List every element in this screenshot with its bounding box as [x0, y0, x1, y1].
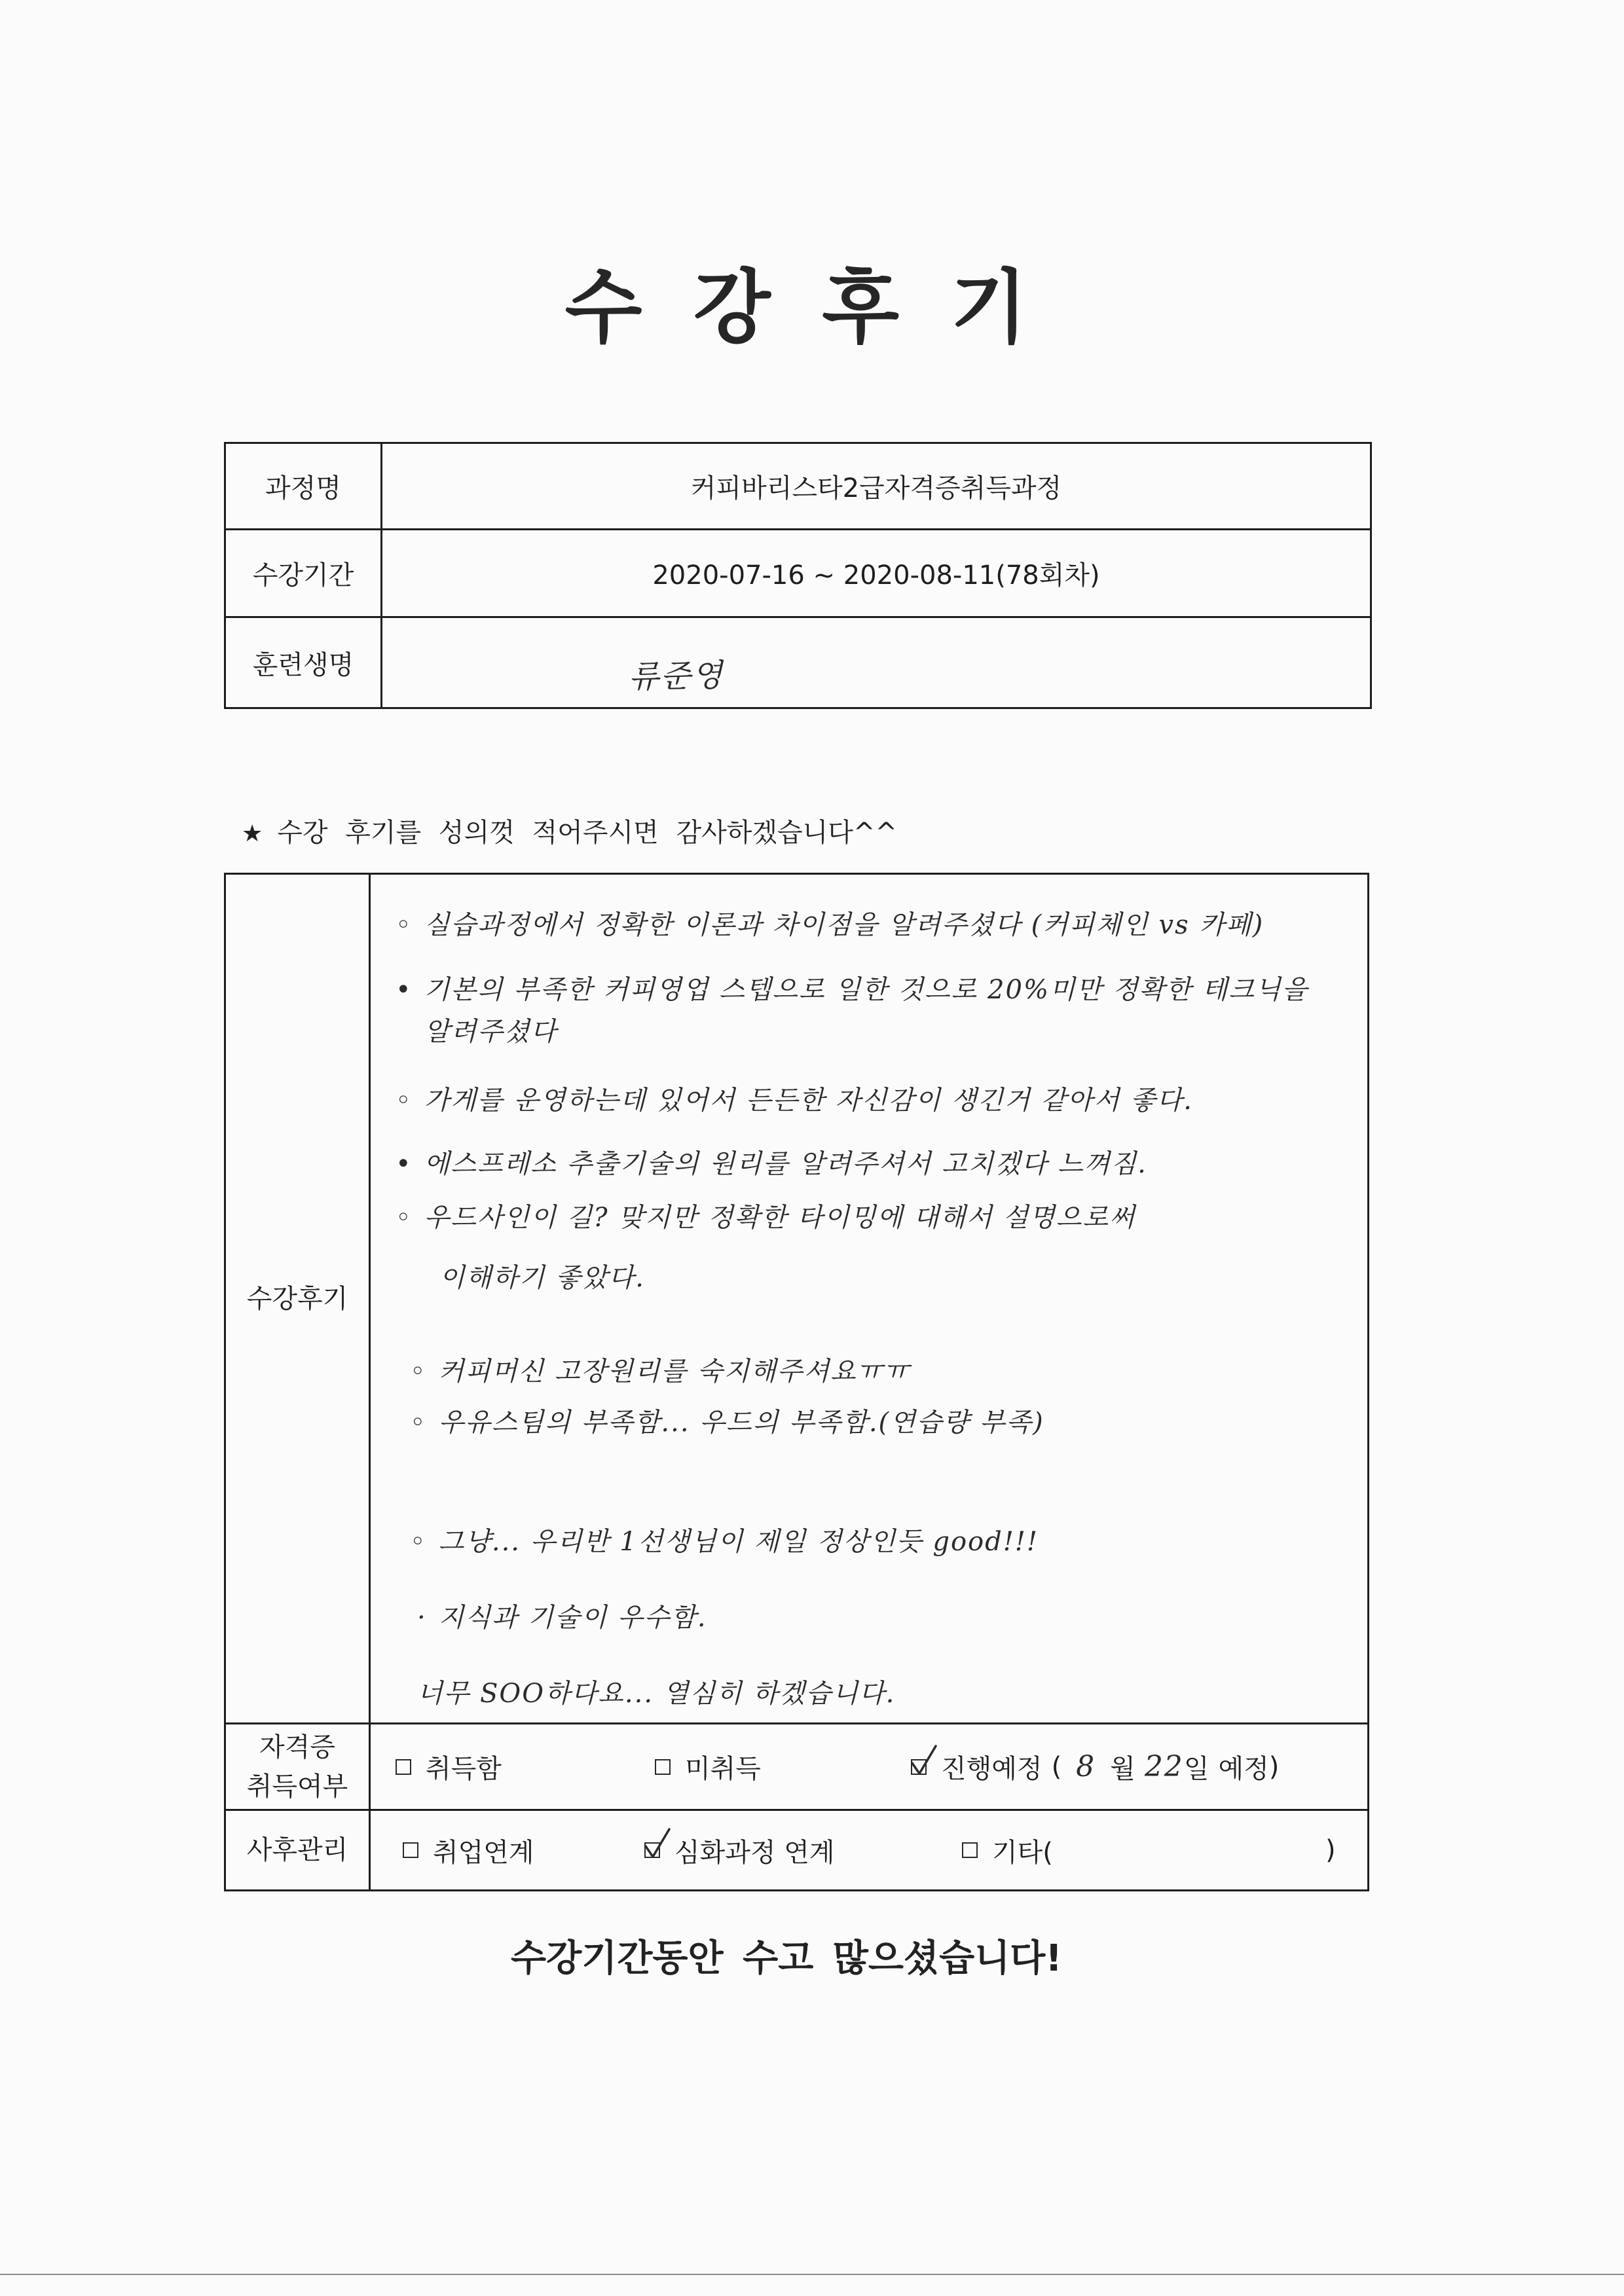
- review-line-text: 실습과정에서 정확한 이론과 차이점을 알려주셨다 (커피체인 vs 카페): [424, 910, 1264, 940]
- option-advanced-course: [644, 1811, 835, 1889]
- checkbox-icon: [644, 1842, 660, 1858]
- certification-label-line1: 자격증: [259, 1732, 335, 1762]
- checkbox-icon: [911, 1759, 927, 1775]
- review-line: [417, 1601, 707, 1634]
- review-row: [226, 875, 1367, 1724]
- review-line: [396, 974, 1308, 1006]
- review-table: [224, 873, 1369, 1891]
- checkbox-icon: [962, 1842, 978, 1858]
- review-line: [396, 909, 1264, 941]
- certification-row: [226, 1724, 1367, 1811]
- bullet-mark: •: [396, 975, 413, 1005]
- notice-line: [242, 816, 897, 851]
- review-line-text: 이해하기 좋았다.: [439, 1263, 645, 1293]
- planned-month-unit: 월: [1110, 1754, 1135, 1784]
- option-label: 취득함: [426, 1754, 502, 1784]
- handwritten-check-icon: [643, 1827, 672, 1861]
- checkbox-icon: [655, 1759, 671, 1775]
- course-period-label: 수강기간: [226, 530, 382, 616]
- review-label: [226, 875, 371, 1722]
- bullet-mark: ◦: [396, 1203, 413, 1233]
- review-line-text: 커피머신 고장원리를 숙지해주셔요ㅠㅠ: [438, 1357, 910, 1387]
- course-name-value: 커피바리스타2급자격증취득과정: [690, 473, 1062, 503]
- follow-up-label-text: 사후관리: [246, 1835, 348, 1865]
- review-line-text: 알려주셨다: [424, 1017, 558, 1047]
- review-line-text: 너무 SOO하다요... 열심히 하겠습니다.: [417, 1679, 896, 1709]
- bullet-mark: ◦: [410, 1408, 427, 1438]
- bullet-mark: ◦: [396, 910, 413, 940]
- planned-close-paren: ): [1268, 1751, 1280, 1782]
- certification-options: [371, 1724, 1367, 1809]
- certification-label: [226, 1724, 371, 1809]
- checkbox-icon: [403, 1842, 418, 1858]
- review-line: [396, 1148, 1147, 1180]
- closing-message: 수강기간동안 수고 많으셨습니다!: [511, 1937, 1062, 1980]
- star-icon: ★: [242, 820, 263, 847]
- review-line-text: 우드사인이 길? 맞지만 정확한 타이밍에 대해서 설명으로써: [424, 1203, 1136, 1233]
- bullet-mark: ·: [417, 1603, 427, 1633]
- review-line-text: 가게를 운영하는데 있어서 든든한 자신감이 생긴거 같아서 좋다.: [424, 1085, 1193, 1116]
- scan-edge-line: [0, 2274, 1624, 2275]
- planned-note: 예정: [1218, 1754, 1269, 1784]
- review-line-text: 지식과 기술이 우수함.: [438, 1603, 707, 1633]
- notice-text: 수강 후기를 성의껏 적어주시면 감사하겠습니다^^: [277, 818, 897, 848]
- option-acquired: [396, 1724, 502, 1809]
- review-line: [424, 1015, 557, 1048]
- certification-label-line2: 취득여부: [246, 1771, 348, 1802]
- course-name-row: [226, 444, 1370, 530]
- review-line: [410, 1355, 910, 1388]
- option-job-link: [403, 1811, 534, 1889]
- review-line: [410, 1525, 1039, 1558]
- planned-day-unit: 일: [1183, 1754, 1209, 1784]
- planned-open-paren: (: [1051, 1751, 1062, 1782]
- handwritten-check-icon: [910, 1743, 938, 1777]
- course-period-row: [226, 530, 1370, 618]
- review-line-text: 우유스팀의 부족함... 우드의 부족함.(연습량 부족): [438, 1408, 1044, 1438]
- follow-up-row: [226, 1811, 1367, 1889]
- planned-day-handwritten: 22: [1144, 1750, 1184, 1783]
- review-label-text: 수강후기: [246, 1283, 348, 1314]
- option-in-progress: [911, 1724, 1279, 1809]
- course-period-value: 2020-07-16 ~ 2020-08-11(78회차): [652, 560, 1100, 591]
- course-name-label: 과정명: [226, 444, 382, 528]
- checkbox-icon: [396, 1759, 411, 1775]
- bullet-mark: •: [396, 1149, 413, 1179]
- document-title: 수 강 후 기: [564, 261, 1040, 354]
- option-label: 미취득: [685, 1754, 761, 1784]
- trainee-name-label: 훈련생명: [226, 618, 382, 707]
- trainee-name-cell: [382, 618, 1370, 707]
- option-label: 기타(: [992, 1837, 1053, 1868]
- review-line: [439, 1262, 645, 1294]
- follow-up-label: [226, 1811, 371, 1889]
- trainee-name-row: [226, 618, 1370, 707]
- option-not-acquired: [655, 1724, 761, 1809]
- bullet-mark: ◦: [410, 1527, 427, 1557]
- planned-month-handwritten: 8: [1076, 1750, 1096, 1783]
- course-info-table: [224, 442, 1372, 709]
- trainee-name-handwritten: 류준영: [628, 657, 724, 696]
- review-line: [396, 1084, 1193, 1117]
- review-line: [410, 1406, 1044, 1439]
- other-close-paren: ): [1325, 1835, 1336, 1865]
- review-content: [371, 875, 1367, 1722]
- review-line-text: 에스프레소 추출기술의 원리를 알려주셔서 고치겠다 느껴짐.: [424, 1149, 1147, 1179]
- review-line-text: 기본의 부족한 커피영업 스텝으로 일한 것으로 20%미만 정확한 테크닉을: [424, 975, 1309, 1005]
- bullet-mark: ◦: [396, 1085, 413, 1116]
- review-line: [417, 1677, 895, 1710]
- review-line: [396, 1201, 1136, 1234]
- follow-up-options: [371, 1811, 1367, 1889]
- bullet-mark: ◦: [410, 1357, 427, 1387]
- review-line-text: 그냥... 우리반 1선생님이 제일 정상인듯 good!!!: [438, 1527, 1039, 1557]
- option-label: 진행예정: [941, 1754, 1043, 1784]
- option-other: [962, 1811, 1053, 1889]
- option-label: 취업연계: [433, 1837, 534, 1868]
- option-label: 심화과정 연계: [674, 1837, 835, 1868]
